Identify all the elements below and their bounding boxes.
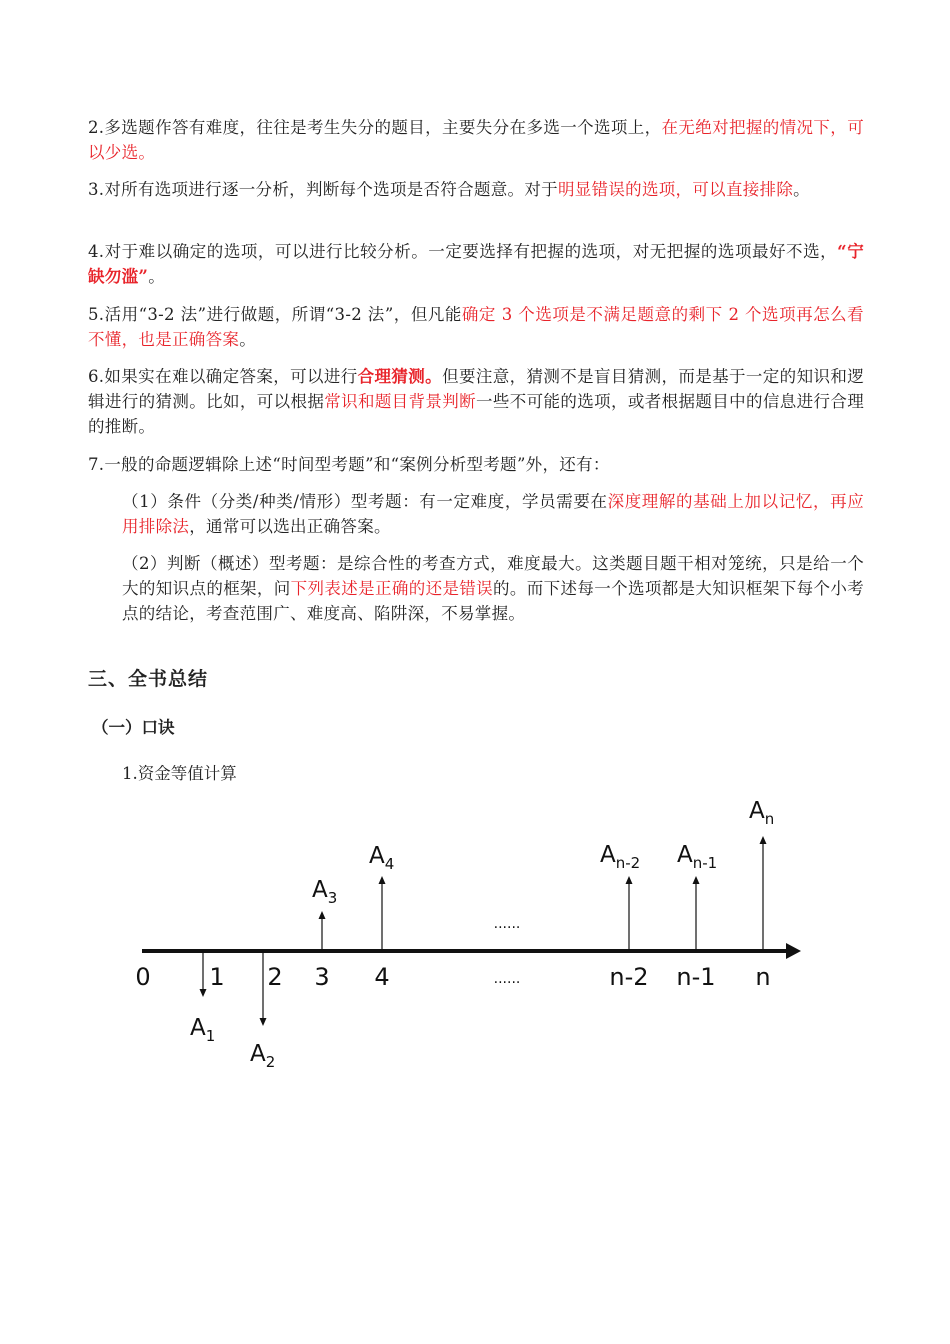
tick-label-4: 4 [374,963,390,991]
sub-item-2-end: 的。而下述每一个选项都是大知识框架下每个小考点的结论，考查范围广、难度高、陷阱深，不易掌握。 [122,579,865,623]
cash-flow-a4 [369,843,394,951]
an-2-subscript: n-2 [615,854,641,872]
svg-text:A3 [312,877,337,907]
an-subscript: n [764,810,775,828]
paragraph-6-highlight-guess: 合理猜测。 [357,367,443,386]
tick-label-3: 3 [314,963,330,991]
cash-flow-an [749,798,774,951]
ellipsis-lower: ...... [493,971,521,987]
a2-subscript: 2 [265,1053,276,1071]
paragraph-3-end: 。 [793,180,810,199]
paragraph-7: 7.一般的命题逻辑除上述“时间型考题”和“案例分析型考题”外，还有： [88,455,610,474]
a1-base: A [190,1015,206,1041]
sub-item-2-text: （2）判断（概述）型考题：是综合性的考查方式，难度最大。这类题目题干相对笼统，只是给一个大的知识点的框架，问 [122,554,864,598]
an-1-base: A [677,842,693,868]
a3-subscript: 3 [327,889,338,907]
svg-text:An [749,798,774,828]
item-title: 1.资金等值计算 [122,764,237,783]
paragraph-4-highlight: “宁缺勿滥” [88,242,864,286]
svg-text:A1 [190,1015,215,1045]
paragraph-3-highlight: 明显错误的选项，可以直接排除 [557,180,794,199]
svg-text:An-1 [677,842,717,872]
paragraph-5-highlight: 确定 3 个选项是不满足题意的剩下 2 个选项再怎么看不懂，也是正确答案 [88,305,864,349]
paragraph-5-text: 5.活用“3-2 法”进行做题，所谓“3-2 法”，但凡能 [88,305,462,324]
paragraph-3-text: 3.对所有选项进行逐一分析，判断每个选项是否符合题意。对于 [88,180,558,199]
sub-item-1-end: ，通常可以选出正确答案。 [189,517,391,536]
an-base: A [749,798,765,824]
a4-subscript: 4 [384,855,395,873]
svg-text:An-2 [600,842,640,872]
an-1-subscript: n-1 [692,854,718,872]
paragraph-2-highlight: 在无绝对把握的情况下，可以少选。 [88,118,864,162]
a1-subscript: 1 [205,1027,216,1045]
sub-item-1-text: （1）条件（分类/种类/情形）型考题：有一定难度，学员需要在 [122,492,608,511]
paragraph-4-end: 。 [148,267,166,286]
section-title: 三、全书总结 [88,668,209,690]
cash-flow-a3 [312,877,337,951]
paragraph-6-text-2: 但要注意，猜测不是盲目猜测，而是基于一定的知识和逻辑进行的猜测。比如，可以根据 [88,367,865,411]
a3-base: A [312,877,328,903]
ellipsis-upper: ...... [493,916,521,932]
tick-label-n-1: n-1 [676,963,716,991]
a2-base: A [250,1041,266,1067]
paragraph-6-highlight-common-sense: 常识和题目背景判断 [324,392,477,411]
paragraph-5-end: 。 [239,330,257,349]
paragraph-2-text: 2.多选题作答有难度，往往是考生失分的题目，主要失分在多选一个选项上， [88,118,662,137]
sub-item-1-highlight: 深度理解的基础上加以记忆，再应用排除法 [122,492,864,536]
time-axis-arrowhead [786,943,801,959]
cash-flow-an-1 [677,842,717,951]
tick-label-1: 1 [209,963,225,991]
tick-label-2: 2 [267,963,283,991]
an-2-base: A [600,842,616,868]
tick-label-n: n [755,963,771,991]
paragraph-6-text: 6.如果实在难以确定答案，可以进行 [88,367,358,386]
cash-flow-an-2 [600,842,640,951]
subsection-title: （一）口诀 [92,718,175,737]
svg-text:A4 [369,843,394,873]
paragraph-4-text: 4.对于难以确定的选项，可以进行比较分析。一定要选择有把握的选项，对无把握的选项最好不选， [88,242,838,261]
tick-label-0: 0 [135,963,151,991]
paragraph-6-text-3: 一些不可能的选项，或者根据题目中的信息进行合理的推断。 [88,392,865,436]
sub-item-2-highlight: 下列表述是正确的还是错误 [290,579,494,598]
a4-base: A [369,843,385,869]
svg-text:A2 [250,1041,275,1071]
tick-label-n-2: n-2 [609,963,649,991]
